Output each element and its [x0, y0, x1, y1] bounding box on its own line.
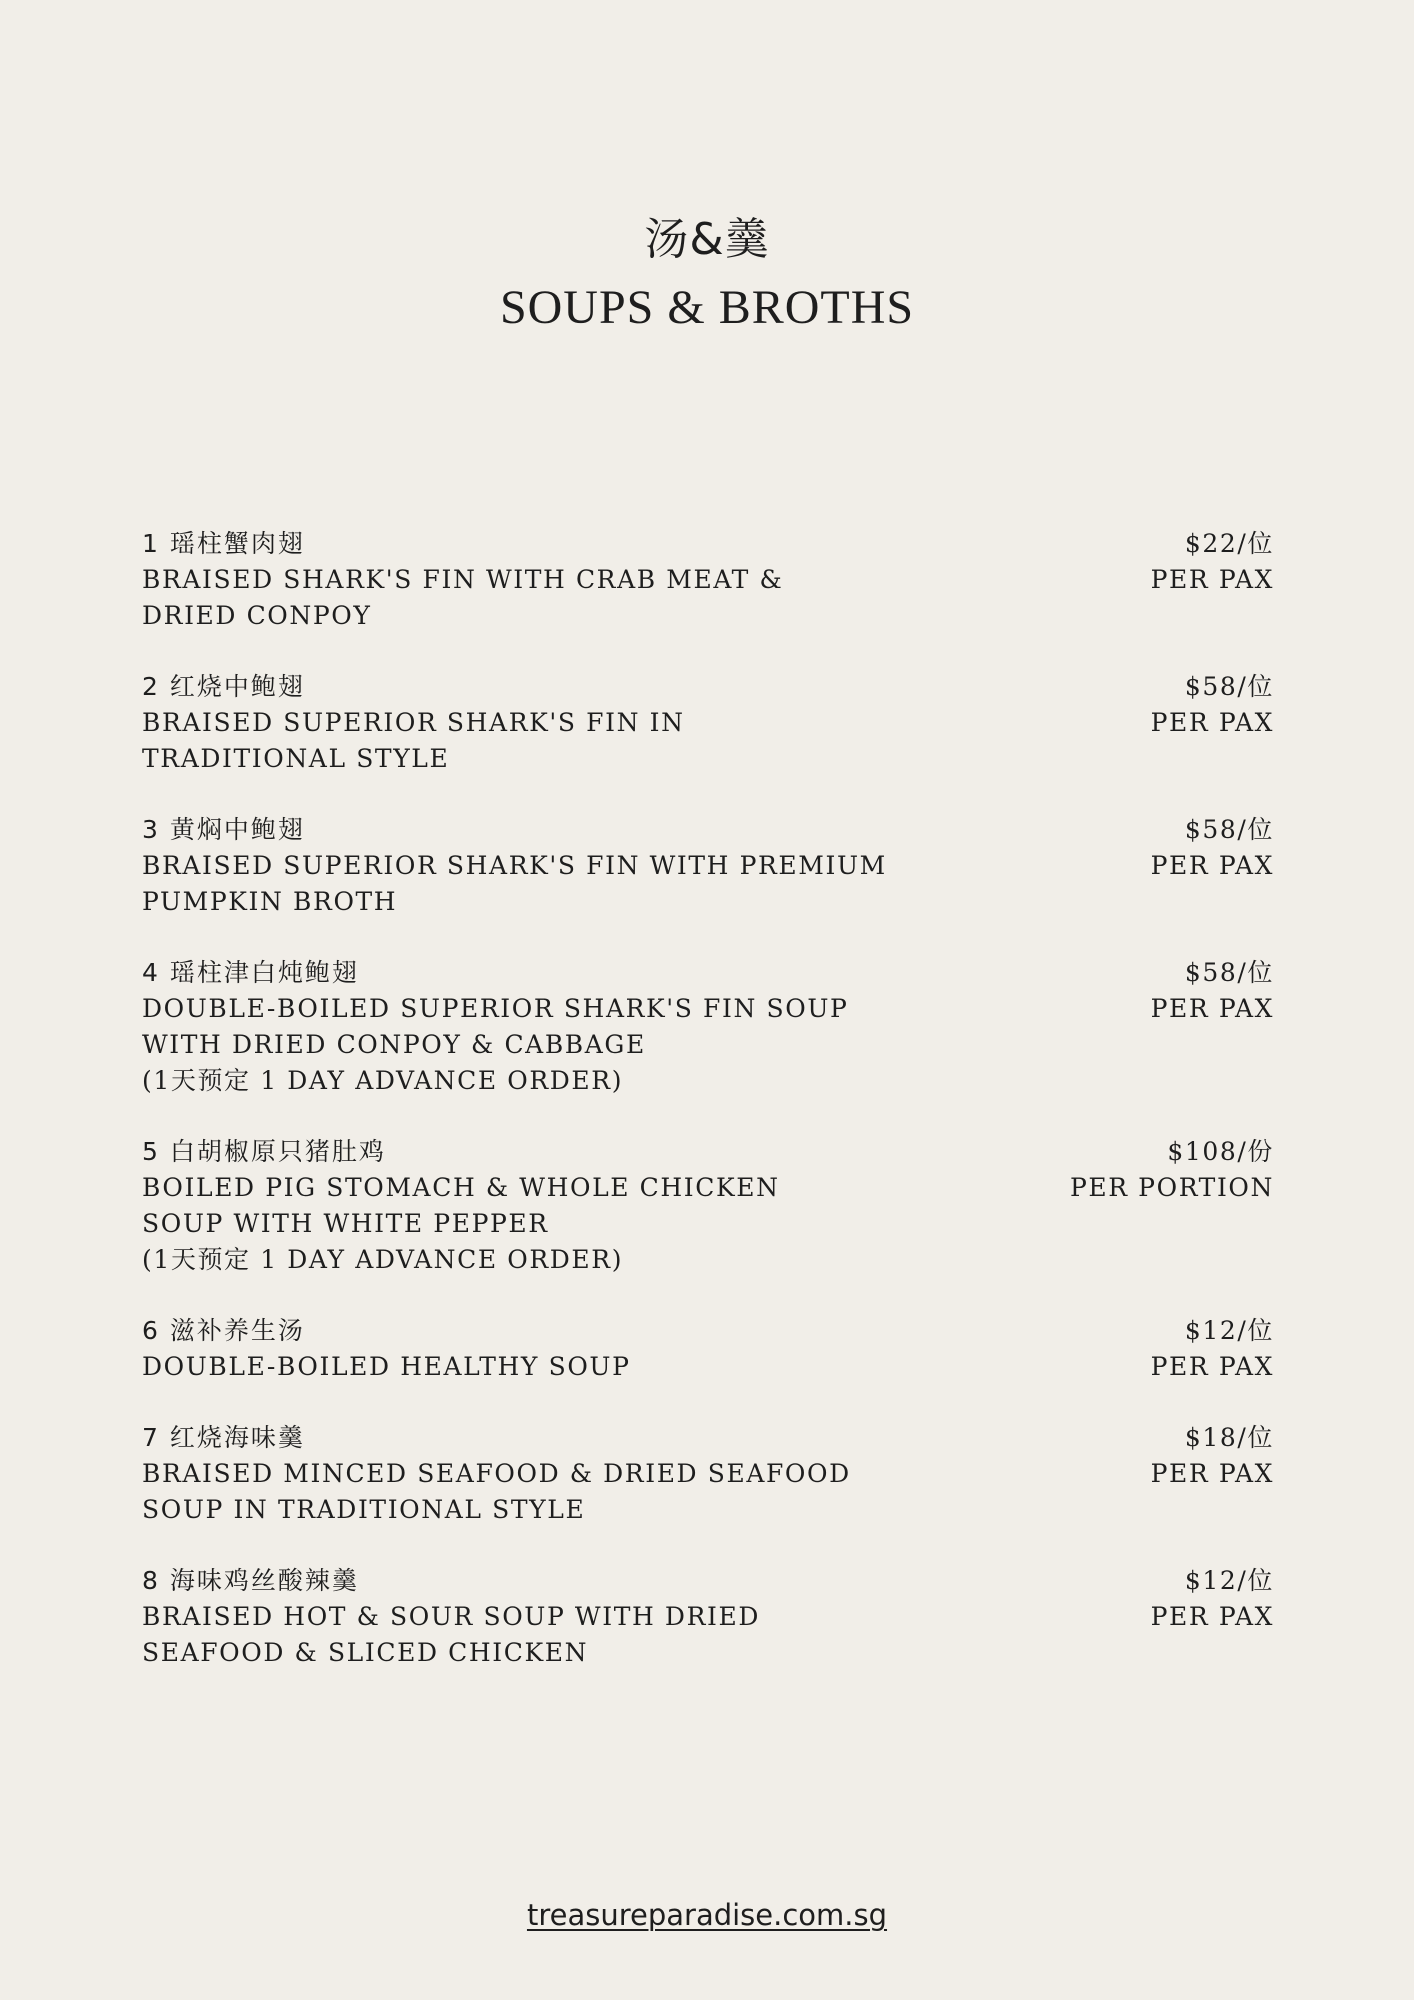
menu-item-price-unit: PER PAX	[1150, 565, 1274, 594]
menu-item-price: $12/位	[1184, 1316, 1274, 1345]
menu-item-price-unit: PER PAX	[1150, 708, 1274, 737]
menu-item-pricing	[1151, 526, 1274, 598]
menu-item-chinese-name: 4 瑶柱津白炖鲍翅	[142, 958, 359, 987]
menu-item-english-name-line: BRAISED SUPERIOR SHARK'S FIN IN	[142, 708, 685, 737]
menu-item-price: $58/位	[1184, 815, 1274, 844]
menu-item-pricing	[1151, 812, 1274, 884]
menu-item-english-name-line: WITH DRIED CONPOY & CABBAGE	[142, 1030, 646, 1059]
menu-item-english-name-line: BOILED PIG STOMACH & WHOLE CHICKEN	[142, 1173, 780, 1202]
menu-item	[142, 812, 1274, 920]
menu-item-chinese-name: 7 红烧海味羹	[142, 1423, 305, 1452]
menu-item-english-name-line: SOUP IN TRADITIONAL STYLE	[142, 1495, 586, 1524]
menu-item-description	[142, 669, 902, 777]
menu-item-english-name-line: DRIED CONPOY	[142, 601, 372, 630]
menu-header	[0, 212, 1414, 340]
menu-item-chinese-name: 2 红烧中鲍翅	[142, 672, 305, 701]
menu-item-price-unit: PER PAX	[1150, 1602, 1274, 1631]
menu-item-price-unit: PER PORTION	[1069, 1173, 1274, 1202]
menu-list	[142, 526, 1274, 1706]
menu-item-english-name-line: (1天预定 1 DAY ADVANCE ORDER)	[142, 1066, 624, 1095]
menu-item-pricing	[1151, 1313, 1274, 1385]
menu-item-english-name-line: DOUBLE-BOILED SUPERIOR SHARK'S FIN SOUP	[142, 994, 849, 1023]
menu-item-description	[142, 1134, 902, 1278]
menu-item	[142, 526, 1274, 634]
menu-item-english-name-line: SOUP WITH WHITE PEPPER	[142, 1209, 549, 1238]
menu-item-description	[142, 955, 902, 1099]
menu-item-english-name-line: (1天预定 1 DAY ADVANCE ORDER)	[142, 1245, 624, 1274]
menu-item-chinese-name: 1 瑶柱蟹肉翅	[142, 529, 305, 558]
menu-item-price-unit: PER PAX	[1150, 1459, 1274, 1488]
menu-item-price-unit: PER PAX	[1150, 994, 1274, 1023]
menu-item-pricing	[1151, 669, 1274, 741]
menu-item-chinese-name: 3 黄焖中鲍翅	[142, 815, 305, 844]
menu-item-pricing	[1151, 1420, 1274, 1492]
menu-item-price: $12/位	[1184, 1566, 1274, 1595]
menu-item-english-name-line: BRAISED SHARK'S FIN WITH CRAB MEAT &	[142, 565, 784, 594]
menu-item	[142, 1563, 1274, 1671]
menu-item-chinese-name: 8 海味鸡丝酸辣羹	[142, 1566, 359, 1595]
menu-item-price: $22/位	[1184, 529, 1274, 558]
menu-item-chinese-name: 5 白胡椒原只猪肚鸡	[142, 1137, 386, 1166]
menu-item-description	[142, 526, 902, 634]
menu-item-price-unit: PER PAX	[1150, 851, 1274, 880]
website-link[interactable]: treasureparadise.com.sg	[526, 1898, 888, 1932]
menu-item-price-unit: PER PAX	[1150, 1352, 1274, 1381]
menu-item	[142, 1134, 1274, 1278]
menu-item-english-name-line: PUMPKIN BROTH	[142, 887, 398, 916]
menu-item-description	[142, 1313, 902, 1385]
menu-item-english-name-line: SEAFOOD & SLICED CHICKEN	[142, 1638, 589, 1667]
menu-item-price: $58/位	[1184, 672, 1274, 701]
menu-item-pricing	[1070, 1134, 1274, 1206]
menu-item-price: $58/位	[1184, 958, 1274, 987]
page-title-chinese: 汤&羹	[644, 214, 770, 265]
menu-item-english-name-line: BRAISED MINCED SEAFOOD & DRIED SEAFOOD	[142, 1459, 851, 1488]
menu-item	[142, 1420, 1274, 1528]
menu-item-english-name-line: BRAISED HOT & SOUR SOUP WITH DRIED	[142, 1602, 760, 1631]
menu-item-price: $18/位	[1184, 1423, 1274, 1452]
footer	[0, 1898, 1414, 1932]
menu-item-english-name-line: TRADITIONAL STYLE	[142, 744, 450, 773]
menu-item-description	[142, 1420, 902, 1528]
menu-item-english-name-line: DOUBLE-BOILED HEALTHY SOUP	[142, 1352, 631, 1381]
menu-item-description	[142, 1563, 902, 1671]
menu-item-english-name-line: BRAISED SUPERIOR SHARK'S FIN WITH PREMIUM	[142, 851, 887, 880]
menu-item-chinese-name: 6 滋补养生汤	[142, 1316, 305, 1345]
menu-item-price: $108/份	[1167, 1137, 1274, 1166]
menu-item-description	[142, 812, 902, 920]
menu-item	[142, 955, 1274, 1099]
menu-item-pricing	[1151, 955, 1274, 1027]
menu-item-pricing	[1151, 1563, 1274, 1635]
page-title-english: SOUPS & BROTHS	[499, 281, 915, 334]
menu-item	[142, 669, 1274, 777]
menu-item	[142, 1313, 1274, 1385]
